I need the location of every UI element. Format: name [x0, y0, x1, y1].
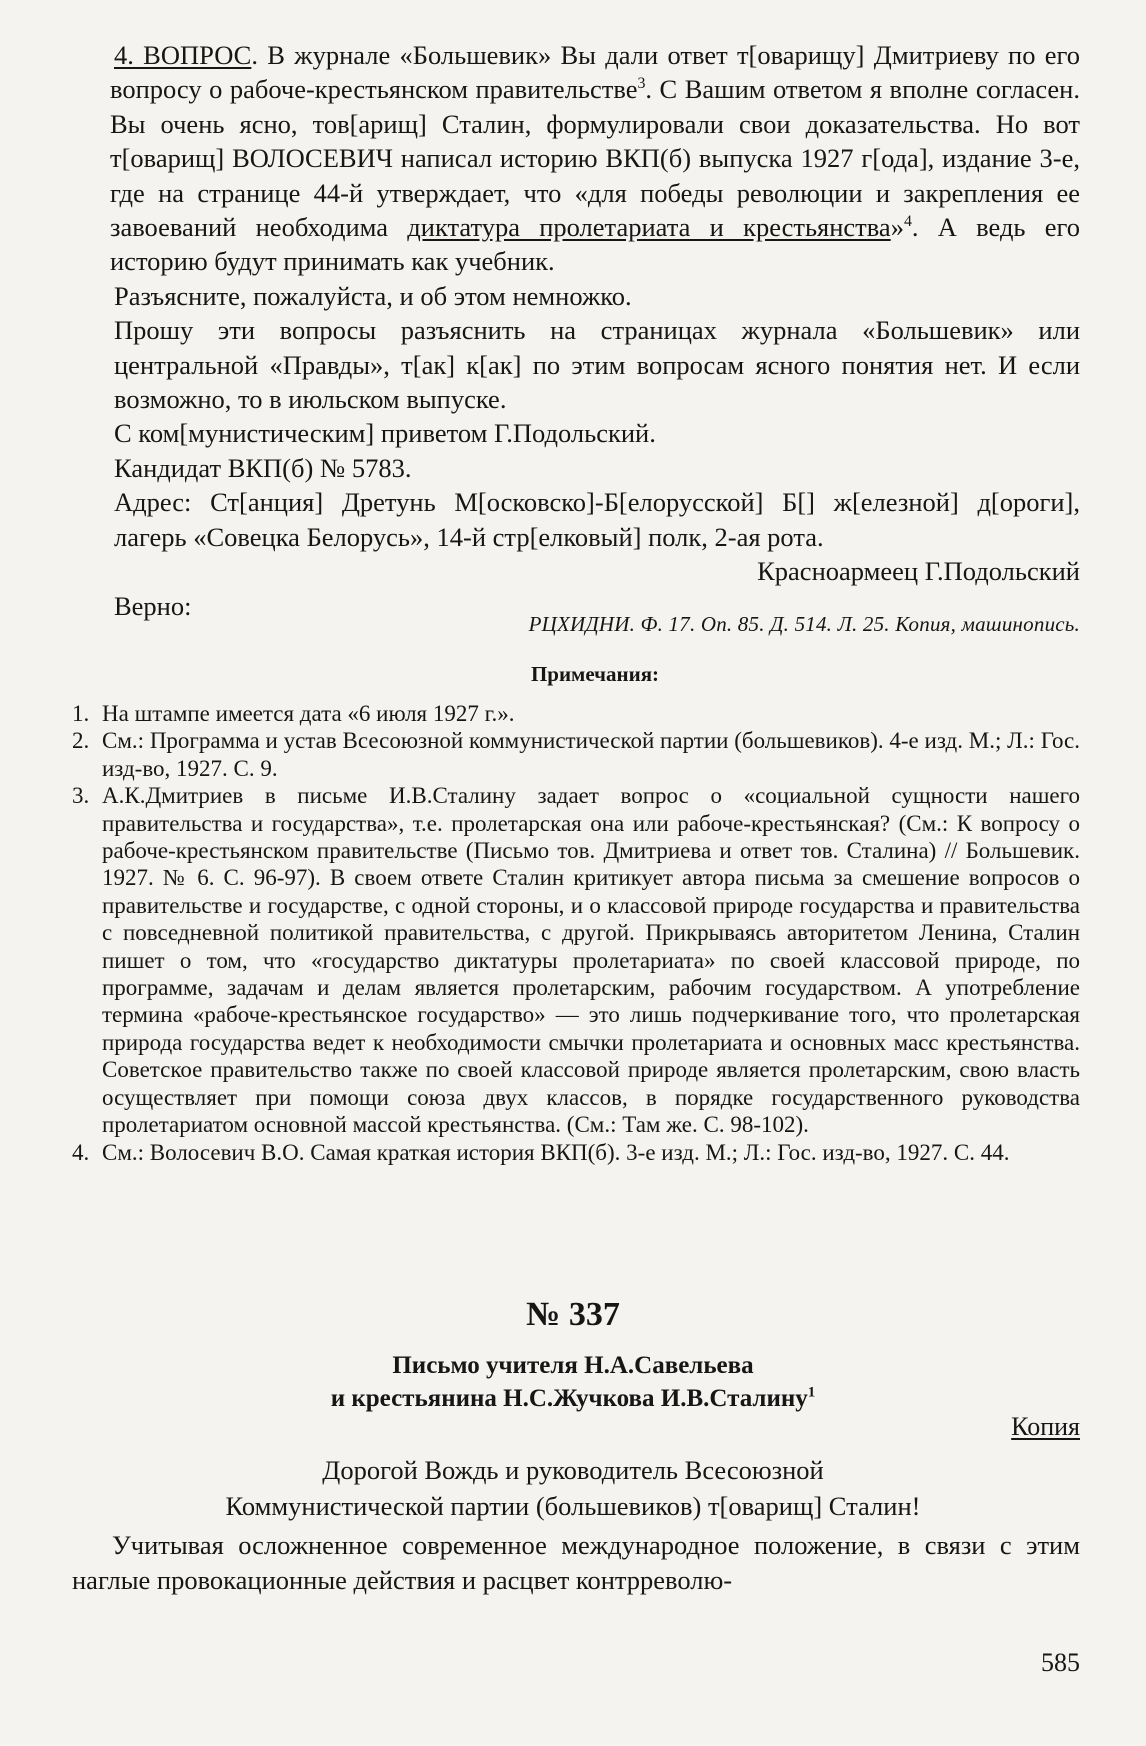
footnote-ref: 4 [903, 213, 912, 231]
note-item [72, 1139, 1080, 1166]
note-number: 2. [72, 728, 90, 754]
note-text: См.: Программа и устав Всесоюзной коммунистической партии (большевиков). 4-е изд. М.; Л.: Гос. изд-во, 1927. С. 9. [102, 728, 1080, 781]
greeting-line: С ком[мунистическим] приветом Г.Подольский. [114, 418, 656, 449]
note-text: А.К.Дмитриев в письме И.В.Сталину задает вопрос о «социальной сущности нашего правительства и государства», т.е. пролетарская она или рабоче-крестьянская? (См.: К вопросу о рабоче-крестьянском правительстве (Письмо тов. Дмитриева и ответ тов. Сталина) // Большевик. 1927. № 6. С. 96-97). В своем ответе Сталин критикует автора письма за смешение вопросов о правительстве и государстве, с одной стороны, и о классовой природе государства и правительства с повседневной политикой правительства, с другой. Прикрываясь авторитетом Ленина, Сталин пишет о том, что «государство диктатуры пролетариата» по своей классовой природе, по программе, задачам и делам является пролетарским, рабочим государством. А употребление термина «рабоче-крестьянское государство» — это лишь подчеркивание того, что пролетарская природа государства ведет к необходимости смычки пролетариата и основных масс крестьянства. Советское правительство также по своей классовой природе является пролетарским, свою власть осуществляет при помощи союза двух классов, в порядке государственного руководства пролетариатом основной массой крестьянства. (См.: Там же. С. 98-102). [102, 783, 1080, 1138]
footnote-ref: 1 [807, 1384, 816, 1401]
notes-heading: Примечания: [530, 662, 660, 686]
paragraph-opening: Учитывая осложненное современное международное положение, в связи с этим наглые провокационные действия и расцвет контрреволю- [72, 1530, 1080, 1595]
copy-label: Копия [1011, 1412, 1080, 1441]
letter-body [110, 38, 1080, 623]
certified-label: Верно: [114, 590, 192, 621]
candidate-line: Кандидат ВКП(б) № 5783. [114, 452, 412, 483]
notes-list [72, 700, 1080, 1166]
paragraph-explain: Разъясните, пожалуйста, и об этом немножко. [114, 280, 632, 311]
signature-line: Красноармеец Г.Подольский [757, 556, 1080, 587]
letter-337-body [72, 1528, 1080, 1598]
footnote-ref: 3 [637, 75, 646, 93]
note-item [72, 700, 1080, 727]
underlined-phrase: диктатура пролетариата и крестьянства [407, 212, 891, 243]
note-number: 4. [72, 1139, 90, 1165]
text-run: » [890, 212, 904, 243]
paragraph-request: Прошу эти вопросы разъяснить на страницах журнала «Большевик» или центральной «Правды», т[ак] к[ак] по этим вопросам ясного понятия нет. И если возможно, то в июльском выпуске. [114, 315, 1080, 415]
salutation-line-2: Коммунистической партии (большевиков) т[оварищ] Сталин! [225, 1491, 921, 1521]
archive-source: РЦХИДНИ. Ф. 17. Оп. 85. Д. 514. Л. 25. Копия, машинопись. [528, 612, 1080, 636]
salutation-line-1: Дорогой Вождь и руководитель Всесоюзной [322, 1455, 824, 1485]
text-run: . А ведь его историю будут принимать как учебник. [110, 212, 1081, 277]
salutation [0, 1452, 1146, 1524]
address-line: Адрес: Ст[анция] Дретунь М[осковско]-Б[елорусской] Б[] ж[елезной] д[ороги], лагерь «Совецка Белорусь», 14-й стр[елковый] полк, 2-ая рота. [114, 487, 1080, 552]
note-number: 3. [72, 783, 90, 809]
page-number: 585 [1041, 1648, 1080, 1677]
note-text: На штампе имеется дата «6 июля 1927 г.». [102, 701, 515, 726]
document-number: № 337 [526, 1296, 620, 1333]
title-text: и крестьянина Н.С.Жучкова И.В.Сталину [330, 1385, 808, 1412]
paragraph-question-4 [110, 38, 1080, 279]
text-run: . С Вашим ответом я вполне согласен. Вы очень ясно, тов[арищ] Сталин, формулировали свои доказательства. Но вот т[оварищ] ВОЛОСЕВИЧ написал историю ВКП(б) выпуска 1927 г[ода], издание 3-е, где на странице 44-й утверждает, что «для победы революции и закрепления ее завоеваний необходима [110, 74, 1080, 243]
note-text: См.: Волосевич В.О. Самая краткая история ВКП(б). 3-е изд. М.; Л.: Гос. изд-во, 1927. С. 44. [102, 1139, 1010, 1165]
question-label: 4. ВОПРОС [114, 40, 252, 70]
note-item [72, 727, 1080, 782]
document-title [0, 1349, 1146, 1415]
text-run: . В журнале «Большевик» Вы дали ответ т[оварищу] Дмитриеву по его вопросу о рабоче-крестьянском правительстве [110, 40, 1081, 105]
title-line-2 [0, 1382, 1146, 1415]
note-item [72, 782, 1080, 1138]
note-number: 1. [72, 701, 90, 726]
title-line-1: Письмо учителя Н.А.Савельева [392, 1352, 754, 1379]
